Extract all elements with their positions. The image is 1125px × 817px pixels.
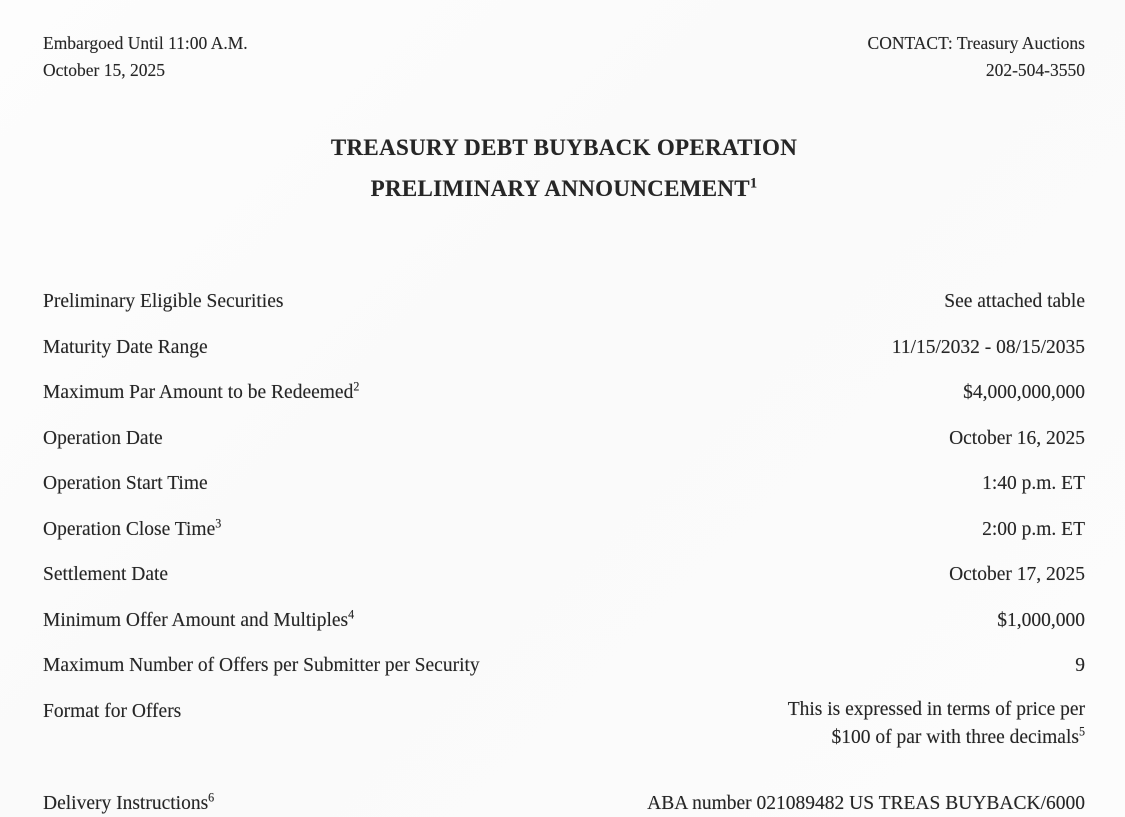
field-value: ABA number 021089482 US TREAS BUYBACK/6000 [647, 792, 1085, 814]
field-value: This is expressed in terms of price per $100 of par with three decimals$^5$ [787, 698, 1085, 748]
field-row-maturity-date-range [43, 336, 1085, 359]
field-label: Operation Close Time$^3$ [43, 516, 222, 540]
field-value: October 17, 2025 [949, 564, 1085, 586]
embargo-date: October 15, 2025 [43, 60, 165, 81]
fields-section [43, 290, 1085, 815]
field-value: $1,000,000 [997, 609, 1085, 631]
footnote-ref: 3 [215, 516, 222, 531]
field-value: October 16, 2025 [949, 427, 1085, 449]
contact-line: CONTACT: Treasury Auctions [867, 33, 1085, 53]
footnote-ref: 4 [348, 607, 355, 622]
field-value: 11/15/2032 - 08/15/2035 [891, 336, 1085, 358]
contact-block [868, 30, 1085, 84]
field-label: Minimum Offer Amount and Multiples$^4$ [43, 607, 355, 631]
field-label: Maximum Par Amount to be Redeemed$^2$ [43, 379, 360, 404]
contact-phone: 202-504-3550 [985, 60, 1085, 81]
field-row-operation-start-time [43, 472, 1085, 495]
footnote-ref: 2 [353, 379, 360, 394]
field-row-operation-close-time [43, 518, 1085, 541]
field-row-preliminary-eligible-securities [43, 290, 1085, 313]
field-value: See attached table [944, 291, 1085, 313]
embargo-block [43, 30, 248, 84]
field-label: Maturity Date Range [43, 336, 208, 358]
field-row-maximum-number-of-offers [43, 654, 1085, 677]
field-row-minimum-offer-amount [43, 609, 1085, 632]
field-value: 2:00 p.m. ET [982, 518, 1085, 540]
field-label: Operation Start Time [43, 473, 208, 495]
field-row-settlement-date [43, 563, 1085, 586]
field-label: Settlement Date [43, 564, 169, 586]
field-label: Operation Date [43, 427, 163, 449]
footnote-ref: 5 [1078, 724, 1085, 739]
title-line-2 [43, 169, 1085, 210]
title-line-1: TREASURY DEBT BUYBACK OPERATION [330, 135, 798, 161]
field-label: Maximum Number of Offers per Submitter per Security [43, 655, 480, 677]
field-label: Format for Offers [43, 700, 182, 722]
field-value: 1:40 p.m. ET [982, 473, 1085, 495]
field-value: $4,000,000,000 [963, 382, 1085, 404]
field-label: Delivery Instructions$^6$ [43, 790, 215, 814]
field-label: Preliminary Eligible Securities [43, 291, 284, 313]
field-row-format-for-offers [43, 700, 1085, 752]
field-row-maximum-par-amount [43, 381, 1085, 404]
document-title [43, 128, 1085, 210]
embargo-line: Embargoed Until 11:00 A.M. [43, 33, 248, 53]
field-value: 9 [1075, 655, 1085, 677]
field-row-delivery-instructions [43, 792, 1085, 815]
title-line-2-text: PRELIMINARY ANNOUNCEMENT [370, 176, 750, 202]
field-row-operation-date [43, 427, 1085, 450]
title-footnote-ref: 1 [749, 175, 758, 192]
document-header [43, 30, 1085, 84]
footnote-ref: 6 [208, 790, 215, 805]
